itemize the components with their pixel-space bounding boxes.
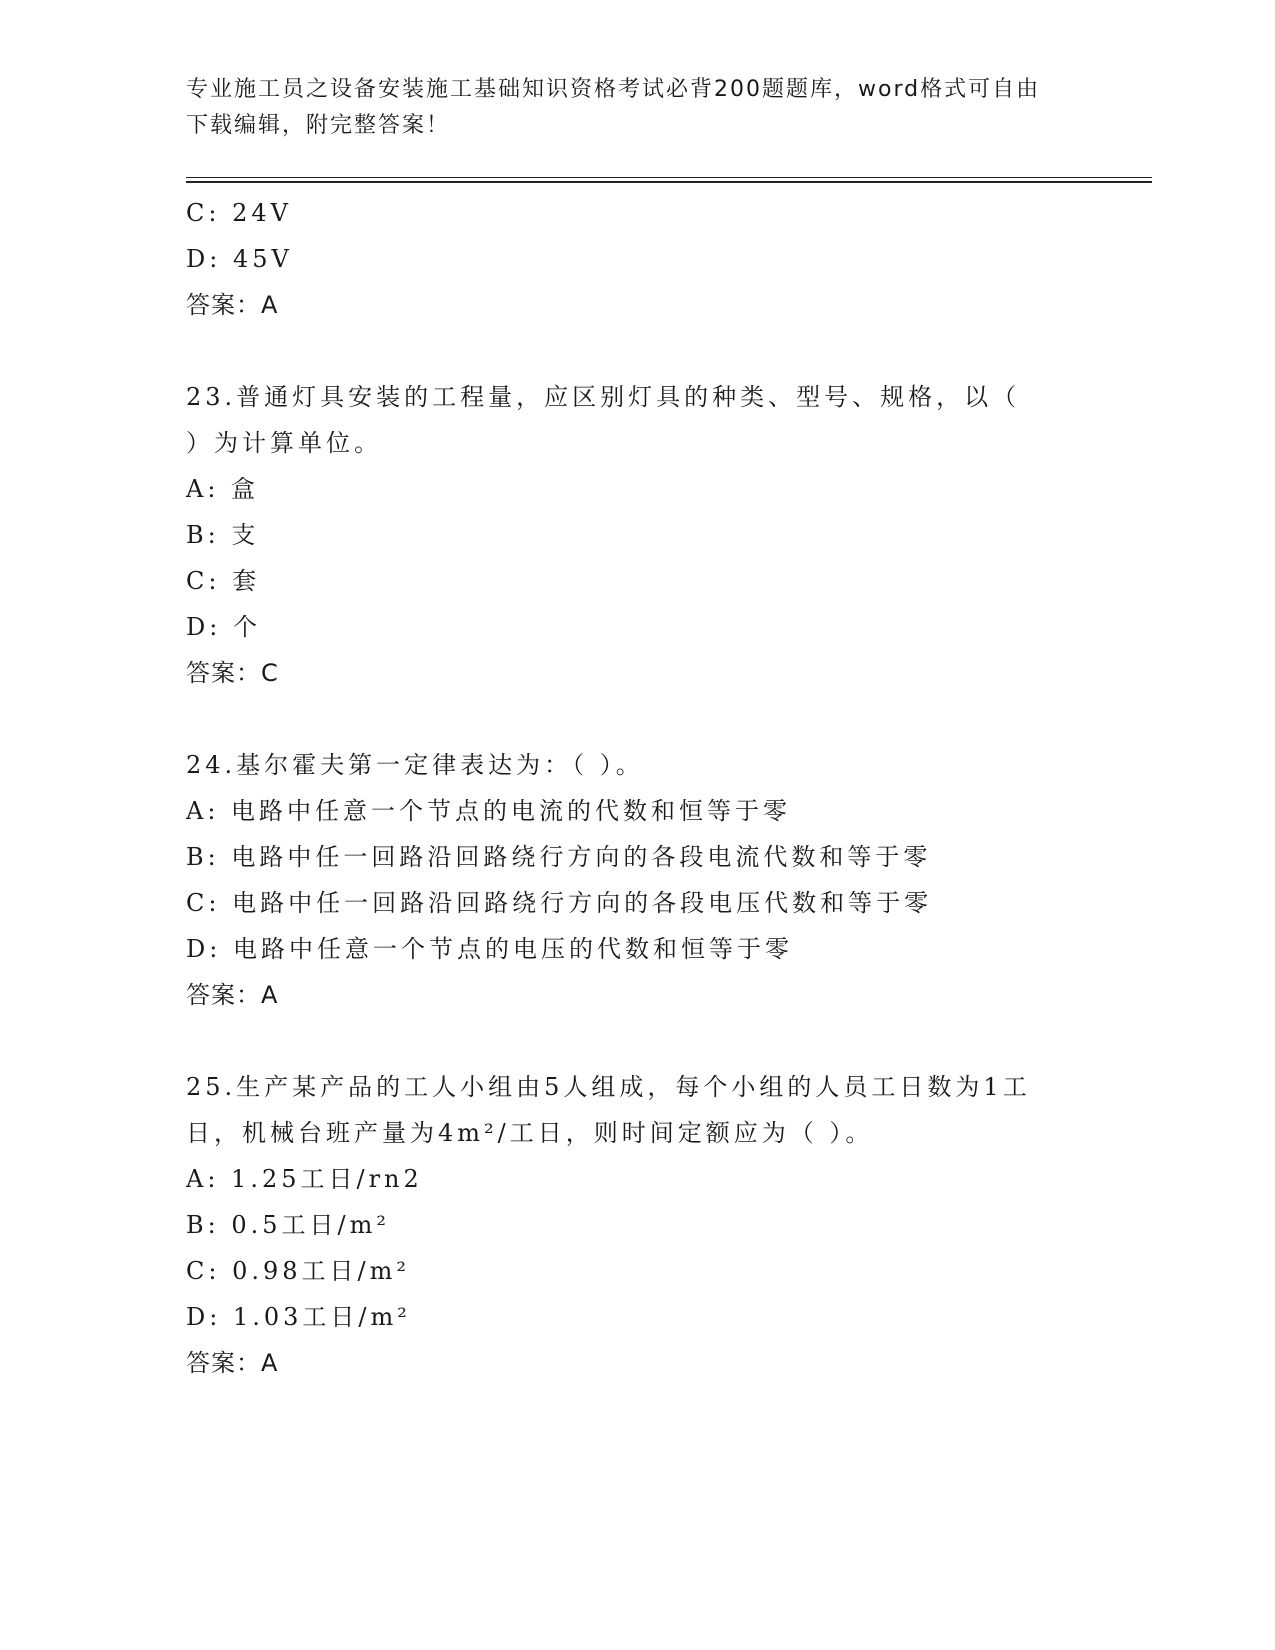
option-d: D: 45V: [186, 245, 293, 273]
header-divider-thick: [186, 181, 1152, 183]
option-b: B: 支: [186, 521, 260, 549]
question-list: [186, 190, 1086, 1386]
answer-line: 答案：C: [186, 659, 279, 687]
spacer: [186, 328, 1086, 374]
answer-line: 答案：A: [186, 1349, 279, 1377]
question-stem: 23.普通灯具安装的工程量，应区别灯具的种类、型号、规格，以（: [186, 383, 1021, 411]
carryover-block: [186, 190, 1086, 328]
option-d: D: 1.03工日/m²: [186, 1303, 411, 1331]
option-a: A: 1.25工日/rn2: [186, 1165, 423, 1193]
header-line-2: 下载编辑，附完整答案！: [186, 113, 451, 138]
question-25: [186, 1064, 1086, 1386]
question-stem-continued: ）为计算单位。: [186, 429, 382, 457]
spacer: [186, 1018, 1086, 1064]
option-a: A: 电路中任意一个节点的电流的代数和恒等于零: [186, 797, 792, 825]
question-stem: 24.基尔霍夫第一定律表达为：（ ）。: [186, 751, 644, 779]
option-c: C: 0.98工日/m²: [186, 1257, 410, 1285]
header-line-1: 专业施工员之设备安装施工基础知识资格考试必背200题题库，word格式可自由: [186, 77, 1041, 102]
option-a: A: 盒: [186, 475, 260, 503]
spacer: [186, 696, 1086, 742]
question-24: [186, 742, 1086, 1018]
question-23: [186, 374, 1086, 696]
option-d: D: 电路中任意一个节点的电压的代数和恒等于零: [186, 935, 793, 963]
option-d: D: 个: [186, 613, 261, 641]
option-c: C: 电路中任一回路沿回路绕行方向的各段电压代数和等于零: [186, 889, 933, 917]
question-stem: 25.生产某产品的工人小组由5人组成，每个小组的人员工日数为1工: [186, 1073, 1031, 1101]
option-c: C: 24V: [186, 199, 292, 227]
option-b: B: 电路中任一回路沿回路绕行方向的各段电流代数和等于零: [186, 843, 932, 871]
option-b: B: 0.5工日/m²: [186, 1211, 390, 1239]
answer-line: 答案：A: [186, 291, 279, 319]
header-divider-thin: [186, 177, 1152, 178]
question-stem-continued: 日，机械台班产量为4m²/工日，则时间定额应为（ ）。: [186, 1119, 874, 1147]
answer-line: 答案：A: [186, 981, 279, 1009]
document-header: [186, 72, 1066, 144]
option-c: C: 套: [186, 567, 261, 595]
